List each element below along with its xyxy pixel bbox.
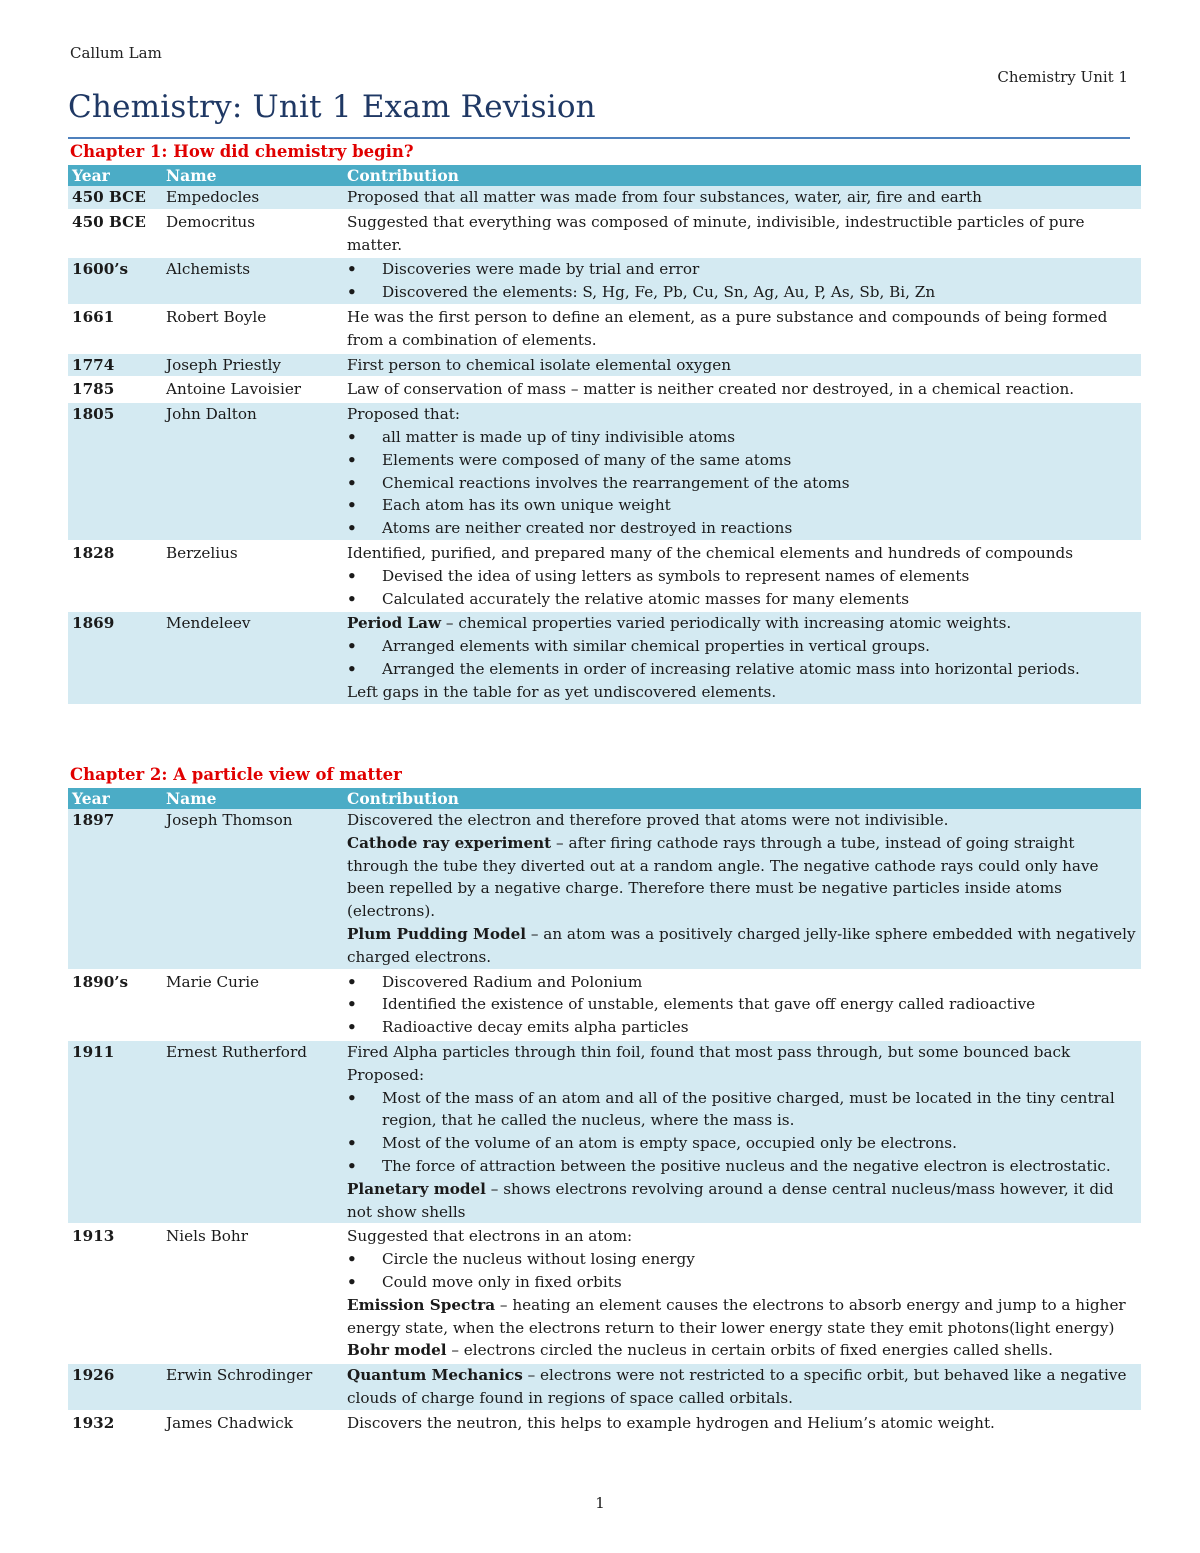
contribution-cell [343, 402, 1141, 541]
bullet-item [347, 1248, 1137, 1271]
item-text: Suggested that electrons in an atom: [347, 1227, 633, 1246]
table-row [68, 541, 1141, 611]
contribution-text [347, 542, 1137, 565]
bullet-item [347, 494, 1137, 517]
year-cell: 450 BCE [68, 186, 162, 210]
column-header-year: Year [68, 788, 162, 809]
item-text: Left gaps in the table for as yet undiscovered elements. [347, 682, 777, 701]
item-text: Chemical reactions involves the rearrangement of the atoms [382, 473, 850, 492]
table-row [68, 210, 1141, 258]
contribution-text [347, 809, 1137, 832]
bullet-icon: • [347, 427, 357, 446]
bullet-item [347, 258, 1137, 281]
item-text: He was the first person to define an element, as a pure substance and compounds of being formed from a combination of elements. [347, 307, 1108, 349]
bullet-item [347, 1155, 1137, 1178]
scientist-name-cell: Berzelius [162, 541, 343, 611]
bullet-item [347, 1016, 1137, 1039]
item-text: Fired Alpha particles through thin foil, found that most pass through, but some bounced back [347, 1042, 1071, 1061]
key-term: Planetary model [347, 1179, 486, 1198]
item-text: Calculated accurately the relative atomic masses for many elements [382, 589, 910, 608]
bullet-item [347, 635, 1137, 658]
contribution-text [347, 1064, 1137, 1087]
table-header-row [68, 788, 1141, 809]
contribution-cell [343, 257, 1141, 305]
scientist-name-cell: Empedocles [162, 186, 343, 210]
bullet-item [347, 658, 1137, 681]
year-cell: 1828 [68, 541, 162, 611]
item-text: Devised the idea of using letters as symbols to represent names of elements [382, 566, 970, 585]
contribution-text [347, 1178, 1137, 1224]
key-term: Plum Pudding Model [347, 924, 527, 943]
column-header-year: Year [68, 165, 162, 186]
bullet-icon: • [347, 473, 357, 492]
item-text: – chemical properties varied periodically with increasing atomic weights. [441, 614, 1012, 633]
table-row [68, 305, 1141, 353]
scientist-name-cell: James Chadwick [162, 1411, 343, 1436]
scientist-name-cell: Marie Curie [162, 970, 343, 1040]
author-name: Callum Lam [70, 44, 162, 62]
bullet-item [347, 426, 1137, 449]
item-text: Discovered Radium and Polonium [382, 972, 643, 991]
contribution-text [347, 681, 1137, 704]
table-row [68, 611, 1141, 704]
item-text: Identified the existence of unstable, elements that gave off energy called radioactive [382, 995, 1036, 1014]
scientist-name-cell: Ernest Rutherford [162, 1040, 343, 1224]
item-text: – electrons circled the nucleus in certain orbits of fixed energies called shells. [446, 1341, 1053, 1360]
year-cell: 1661 [68, 305, 162, 353]
year-cell: 1869 [68, 611, 162, 704]
item-text: Proposed that: [347, 405, 460, 424]
bullet-icon: • [347, 1134, 357, 1153]
bullet-item [347, 517, 1137, 540]
contribution-cell [343, 1040, 1141, 1224]
year-cell: 1911 [68, 1040, 162, 1224]
table-row [68, 353, 1141, 378]
item-text: Atoms are neither created nor destroyed in reactions [382, 519, 793, 538]
year-cell: 1897 [68, 809, 162, 970]
contribution-text [347, 378, 1137, 401]
item-text: Discovered the electron and therefore proved that atoms were not indivisible. [347, 811, 949, 829]
table-row [68, 970, 1141, 1040]
contribution-text [347, 354, 1137, 377]
contribution-text [347, 211, 1137, 257]
item-text: Discovers the neutron, this helps to example hydrogen and Helium’s atomic weight. [347, 1413, 995, 1432]
bullet-icon: • [347, 496, 357, 515]
item-text: Radioactive decay emits alpha particles [382, 1018, 689, 1037]
column-header-contribution: Contribution [343, 788, 1141, 809]
bullet-icon: • [347, 450, 357, 469]
bullet-item [347, 281, 1137, 304]
contribution-text [347, 1041, 1137, 1064]
bullet-item [347, 1271, 1137, 1294]
contribution-cell [343, 210, 1141, 258]
scientist-name-cell: Antoine Lavoisier [162, 377, 343, 402]
scientist-name-cell: Democritus [162, 210, 343, 258]
table-row [68, 1040, 1141, 1224]
item-text: Circle the nucleus without losing energy [382, 1250, 695, 1269]
running-header: Chemistry Unit 1 [997, 68, 1128, 86]
year-cell: 1785 [68, 377, 162, 402]
contribution-cell [343, 186, 1141, 210]
bullet-item [347, 565, 1137, 588]
bullet-item [347, 1087, 1137, 1133]
bullet-item [347, 1132, 1137, 1155]
contribution-cell [343, 1224, 1141, 1363]
item-text: Most of the mass of an atom and all of the positive charged, must be located in the tiny central region, that he called the nucleus, where the mass is. [382, 1088, 1115, 1130]
table-row [68, 1363, 1141, 1411]
contribution-text [347, 612, 1137, 635]
item-text: Each atom has its own unique weight [382, 496, 671, 515]
contribution-cell [343, 611, 1141, 704]
chapter-2-heading: Chapter 2: A particle view of matter [70, 765, 402, 784]
item-text: – electrons were not restricted to a specific orbit, but behaved like a negative clouds of charge found in regions of space called orbitals. [347, 1366, 1127, 1407]
contribution-cell [343, 353, 1141, 378]
key-term: Cathode ray experiment [347, 833, 552, 852]
bullet-item [347, 993, 1137, 1016]
page-number: 1 [595, 1494, 605, 1512]
contribution-text [347, 1294, 1137, 1340]
contribution-text [347, 923, 1137, 969]
scientist-name-cell: Mendeleev [162, 611, 343, 704]
bullet-icon: • [347, 260, 357, 279]
document-title: Chemistry: Unit 1 Exam Revision [68, 89, 596, 125]
item-text: Arranged the elements in order of increasing relative atomic mass into horizontal periods. [382, 659, 1080, 678]
chapter-1-table [68, 165, 1141, 706]
key-term: Bohr model [347, 1341, 447, 1360]
contribution-text [347, 403, 1137, 426]
contribution-text [347, 186, 1137, 209]
bullet-icon: • [347, 659, 357, 678]
bullet-icon: • [347, 283, 357, 302]
bullet-icon: • [347, 1272, 357, 1291]
bullet-item [347, 971, 1137, 994]
bullet-icon: • [347, 1156, 357, 1175]
item-text: Discoveries were made by trial and error [382, 260, 700, 279]
scientist-name-cell: Joseph Priestly [162, 353, 343, 378]
table-row [68, 402, 1141, 541]
contribution-cell [343, 541, 1141, 611]
contribution-text [347, 306, 1137, 352]
table-header-row [68, 165, 1141, 186]
scientist-name-cell: Robert Boyle [162, 305, 343, 353]
key-term: Emission Spectra [347, 1295, 496, 1314]
item-text: Identified, purified, and prepared many of the chemical elements and hundreds of compounds [347, 543, 1074, 562]
item-text: – after firing cathode rays through a tube, instead of going straight through the tube they diverted out at a random angle. The negative cathode rays could only have been repelled by a negative charge. Therefore there must be negative particles inside atoms (electrons). [347, 833, 1099, 921]
item-text: The force of attraction between the positive nucleus and the negative electron is electrostatic. [382, 1156, 1111, 1175]
bullet-icon: • [347, 637, 357, 656]
year-cell: 1926 [68, 1363, 162, 1411]
year-cell: 1774 [68, 353, 162, 378]
table-row [68, 257, 1141, 305]
item-text: Elements were composed of many of the same atoms [382, 450, 792, 469]
key-term: Quantum Mechanics [347, 1366, 523, 1385]
item-text: Proposed: [347, 1065, 425, 1084]
chapter-1-heading: Chapter 1: How did chemistry begin? [70, 142, 414, 161]
column-header-name: Name [162, 165, 343, 186]
scientist-name-cell: Alchemists [162, 257, 343, 305]
bullet-icon: • [347, 1018, 357, 1037]
year-cell: 1805 [68, 402, 162, 541]
scientist-name-cell: Niels Bohr [162, 1224, 343, 1363]
table-row [68, 186, 1141, 210]
year-cell: 450 BCE [68, 210, 162, 258]
column-header-name: Name [162, 788, 343, 809]
year-cell: 1600’s [68, 257, 162, 305]
item-text: Most of the volume of an atom is empty space, occupied only be electrons. [382, 1134, 957, 1153]
bullet-item [347, 472, 1137, 495]
contribution-cell [343, 970, 1141, 1040]
bullet-icon: • [347, 589, 357, 608]
contribution-cell [343, 1411, 1141, 1436]
bullet-icon: • [347, 566, 357, 585]
contribution-cell [343, 1363, 1141, 1411]
scientist-name-cell: John Dalton [162, 402, 343, 541]
item-text: all matter is made up of tiny indivisible atoms [382, 427, 736, 446]
bullet-icon: • [347, 519, 357, 538]
bullet-item [347, 588, 1137, 611]
item-text: – heating an element causes the electrons to absorb energy and jump to a higher energy state, when the electrons return to their lower energy state they emit photons(light energy) [347, 1295, 1126, 1337]
bullet-icon: • [347, 972, 357, 991]
contribution-text [347, 1364, 1137, 1410]
bullet-item [347, 449, 1137, 472]
item-text: Law of conservation of mass – matter is neither created nor destroyed, in a chemical reaction. [347, 380, 1075, 399]
bullet-icon: • [347, 1250, 357, 1269]
item-text: – shows electrons revolving around a dense central nucleus/mass however, it did not show shells [347, 1179, 1114, 1221]
contribution-cell [343, 305, 1141, 353]
title-rule [68, 137, 1130, 139]
item-text: – an atom was a positively charged jelly-like sphere embedded with negatively charged electrons. [347, 924, 1136, 966]
year-cell: 1890’s [68, 970, 162, 1040]
bullet-icon: • [347, 1088, 357, 1107]
key-term: Period Law [347, 614, 442, 633]
table-row [68, 1411, 1141, 1436]
contribution-text [347, 1412, 1137, 1435]
table-row [68, 1224, 1141, 1363]
contribution-cell [343, 377, 1141, 402]
table-row [68, 377, 1141, 402]
scientist-name-cell: Erwin Schrodinger [162, 1363, 343, 1411]
bullet-icon: • [347, 995, 357, 1014]
column-header-contribution: Contribution [343, 165, 1141, 186]
contribution-cell [343, 809, 1141, 970]
year-cell: 1913 [68, 1224, 162, 1363]
item-text: Suggested that everything was composed of minute, indivisible, indestructible particles of pure matter. [347, 212, 1085, 254]
contribution-text [347, 1339, 1137, 1362]
item-text: Arranged elements with similar chemical properties in vertical groups. [382, 637, 930, 656]
table-row [68, 809, 1141, 970]
item-text: Discovered the elements: S, Hg, Fe, Pb, Cu, Sn, Ag, Au, P, As, Sb, Bi, Zn [382, 283, 936, 302]
chapter-2-table [68, 788, 1141, 1437]
item-text: First person to chemical isolate elemental oxygen [347, 355, 732, 374]
contribution-text [347, 832, 1137, 923]
scientist-name-cell: Joseph Thomson [162, 809, 343, 970]
item-text: Proposed that all matter was made from four substances, water, air, fire and earth [347, 188, 982, 206]
year-cell: 1932 [68, 1411, 162, 1436]
item-text: Could move only in fixed orbits [382, 1272, 622, 1291]
contribution-text [347, 1225, 1137, 1248]
